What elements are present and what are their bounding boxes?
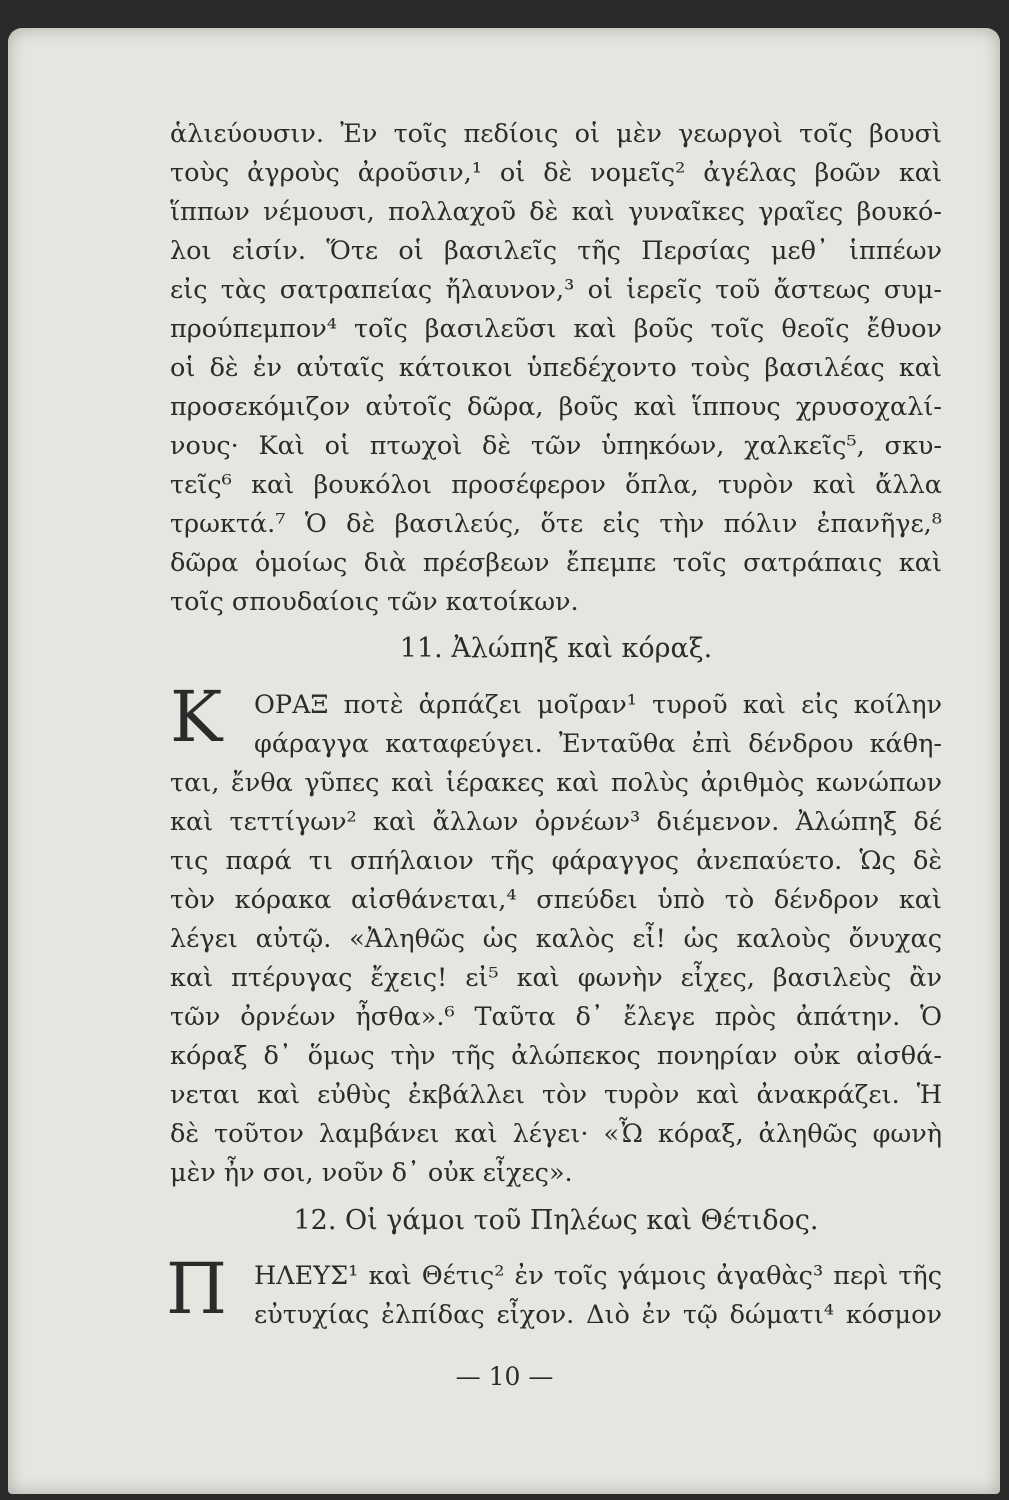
text-line: καὶ πτέρυγας ἔχεις! εἰ⁵ καὶ φωνὴν εἶχες, βασιλεὺς ἂν [170,963,942,993]
section-heading: 11. Ἀλώπηξ καὶ κόραξ. [399,633,713,664]
text-line: φάραγγα καταφεύγει. Ἐνταῦθα ἐπὶ δένδρου κάθη- [254,729,942,759]
text-line: ἵππων νέμουσι, πολλαχοῦ δὲ καὶ γυναῖκες γραῖες βουκό- [170,197,942,227]
text-line: νεται καὶ εὐθὺς ἐκβάλλει τὸν τυρὸν καὶ ἀνακράζει. Ἡ [170,1080,942,1110]
text-line: εὐτυχίας ἐλπίδας εἶχον. Διὸ ἐν τῷ δώματι⁴ κόσμον [254,1300,942,1330]
text-line: εἰς τὰς σατραπείας ἤλαυνον,³ οἱ ἱερεῖς τοῦ ἄστεως συμ- [170,275,942,305]
drop-cap: Π [166,1248,228,1330]
text-line: τῶν ὀρνέων ἦσθα».⁶ Ταῦτα δ᾽ ἔλεγε πρὸς ἀπάτην. Ὁ [170,1002,942,1032]
text-line: τοῖς σπουδαίοις τῶν κατοίκων. [170,587,579,617]
text-line: τρωκτά.⁷ Ὁ δὲ βασιλεύς, ὅτε εἰς τὴν πόλιν ἐπανῆγε,⁸ [170,509,942,539]
text-line: ται, ἔνθα γῦπες καὶ ἱέρακες καὶ πολὺς ἀριθμὸς κωνώπων [170,768,942,798]
page-number: — 10 — [455,1362,554,1391]
book-page [8,28,1000,1494]
text-line: ΟΡΑΞ ποτὲ ἁρπάζει μοῖραν¹ τυροῦ καὶ εἰς κοίλην [254,690,942,720]
section-heading: 12. Οἱ γάμοι τοῦ Πηλέως καὶ Θέτιδος. [293,1205,819,1236]
text-line: δὲ τοῦτον λαμβάνει καὶ λέγει· «Ὦ κόραξ, ἀληθῶς φωνὴ [170,1119,942,1149]
text-line: οἱ δὲ ἐν αὐταῖς κάτοικοι ὑπεδέχοντο τοὺς βασιλέας καὶ [170,353,942,383]
text-line: προσεκόμιζον αὐτοῖς δῶρα, βοῦς καὶ ἵππους χρυσοχαλί- [170,392,942,422]
text-line: προύπεμπον⁴ τοῖς βασιλεῦσι καὶ βοῦς τοῖς θεοῖς ἔθυον [170,314,942,344]
text-line: τὸν κόρακα αἰσθάνεται,⁴ σπεύδει ὑπὸ τὸ δένδρον καὶ [170,885,942,915]
text-line: τις παρά τι σπήλαιον τῆς φάραγγος ἀνεπαύετο. Ὡς δὲ [170,846,942,876]
text-line: νους· Καὶ οἱ πτωχοὶ δὲ τῶν ὑπηκόων, χαλκεῖς⁵, σκυ- [170,431,942,461]
text-line: τοὺς ἀγροὺς ἀροῦσιν,¹ οἱ δὲ νομεῖς² ἀγέλας βοῶν καὶ [170,158,942,188]
text-line: λέγει αὐτῷ. «Ἀληθῶς ὡς καλὸς εἶ! ὡς καλοὺς ὄνυχας [170,924,942,954]
text-line: κόραξ δ᾽ ὅμως τὴν τῆς ἀλώπεκος πονηρίαν οὐκ αἰσθά- [170,1041,942,1071]
text-line: ἁλιεύουσιν. Ἐν τοῖς πεδίοις οἱ μὲν γεωργοὶ τοῖς βουσὶ [170,119,942,149]
text-line: ΗΛΕΥΣ¹ καὶ Θέτις² ἐν τοῖς γάμοις ἀγαθὰς³ περὶ τῆς [254,1261,942,1291]
text-line: λοι εἰσίν. Ὅτε οἱ βασιλεῖς τῆς Περσίας μεθ᾽ ἱππέων [170,236,942,266]
text-line: δῶρα ὁμοίως διὰ πρέσβεων ἔπεμπε τοῖς σατράπαις καὶ [170,548,942,578]
drop-cap: Κ [170,676,223,758]
text-line: μὲν ἦν σοι, νοῦν δ᾽ οὐκ εἶχες». [170,1158,573,1188]
text-line: τεῖς⁶ καὶ βουκόλοι προσέφερον ὅπλα, τυρὸν καὶ ἄλλα [170,470,942,500]
text-line: καὶ τεττίγων² καὶ ἄλλων ὀρνέων³ διέμενον. Ἀλώπηξ δέ [170,807,942,837]
